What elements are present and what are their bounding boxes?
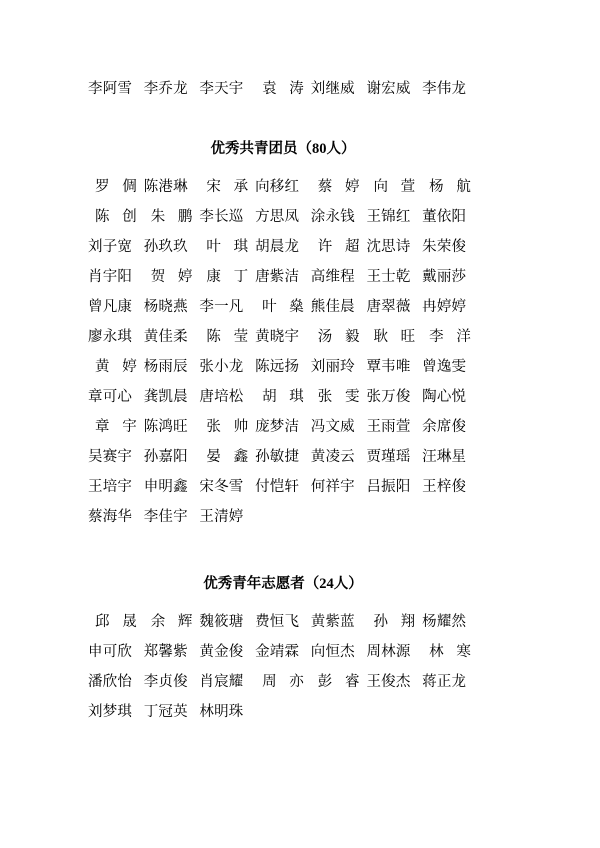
name-cell: 申可欣 (88, 644, 133, 660)
name-cell (366, 322, 422, 352)
name-cell: 龚凯晨 (143, 389, 188, 405)
name-cell: 杨晓燕 (143, 299, 188, 315)
name-cell: 申明鑫 (143, 479, 188, 495)
name-cell: 黄紫蓝 (310, 614, 355, 630)
name-char: 胡 (262, 389, 277, 405)
sections-host (88, 134, 478, 727)
name-cell: 魏筱瑭 (199, 614, 244, 630)
name-cell: 潘欣怡 (88, 674, 133, 690)
name-cell: 陈远扬 (255, 359, 300, 375)
name-cell: 林明珠 (199, 704, 244, 720)
name-cell: 陈港琳 (143, 179, 188, 195)
name-cell: 刘继威 (310, 81, 355, 97)
name-cell: 向恒杰 (310, 644, 355, 660)
name-cell (255, 382, 311, 412)
name-row (88, 472, 478, 502)
name-cell: 廖永琪 (88, 329, 133, 345)
name-char: 汤 (317, 329, 333, 345)
name-cell: 沈思诗 (366, 239, 411, 255)
name-char: 陈 (206, 329, 221, 345)
name-char: 蔡 (317, 179, 333, 195)
name-cell: 王锦红 (366, 209, 411, 225)
name-char: 燊 (289, 299, 304, 315)
name-char: 寒 (456, 644, 471, 660)
name-char: 孙 (373, 614, 388, 630)
title-to-rows-spacer (88, 599, 478, 607)
name-cell: 王梓俊 (422, 479, 467, 495)
name-cell: 张万俊 (366, 389, 411, 405)
name-cell: 孙敏捷 (255, 449, 300, 465)
name-char: 婷 (344, 179, 360, 195)
name-cell: 李贞俊 (143, 674, 188, 690)
name-char: 萱 (400, 179, 416, 195)
name-cell: 吕振阳 (366, 479, 411, 495)
name-cell: 金靖霖 (255, 644, 300, 660)
name-char: 承 (233, 179, 249, 195)
name-char: 琪 (289, 389, 304, 405)
name-cell: 肖宸耀 (199, 674, 244, 690)
name-char: 创 (122, 209, 137, 225)
name-cell (88, 172, 144, 202)
name-char: 邱 (95, 614, 110, 630)
name-cell: 陶心悦 (422, 389, 467, 405)
name-char: 贺 (150, 269, 166, 285)
name-cell (366, 172, 422, 202)
name-cell (311, 322, 367, 352)
name-char: 彭 (317, 674, 333, 690)
name-cell: 何祥宇 (310, 479, 355, 495)
name-cell (199, 262, 255, 292)
name-cell: 蔡海华 (88, 509, 133, 525)
name-char: 耿 (373, 329, 388, 345)
name-cell: 黄凌云 (310, 449, 355, 465)
name-cell (311, 382, 367, 412)
name-cell: 李乔龙 (143, 81, 188, 97)
name-cell: 冯文威 (310, 419, 355, 435)
name-cell (311, 232, 367, 262)
top-margin-spacer (88, 0, 478, 74)
name-cell: 唐培松 (199, 389, 244, 405)
name-char: 张 (317, 389, 333, 405)
name-cell (144, 262, 200, 292)
name-char: 丁 (233, 269, 249, 285)
name-char: 倜 (122, 179, 137, 195)
name-char: 向 (373, 179, 388, 195)
name-cell: 郑馨紫 (143, 644, 188, 660)
name-char: 张 (206, 419, 221, 435)
name-cell: 董依阳 (422, 209, 467, 225)
name-char: 毅 (344, 329, 360, 345)
name-char: 琪 (233, 239, 249, 255)
name-row (88, 232, 478, 262)
name-char: 宋 (206, 179, 221, 195)
name-cell (88, 352, 144, 382)
name-cell: 汪琳星 (422, 449, 467, 465)
name-cell: 谢宏威 (366, 81, 411, 97)
name-cell (88, 607, 144, 637)
name-cell: 刘子宽 (88, 239, 133, 255)
name-cell (199, 232, 255, 262)
name-cell: 高维程 (310, 269, 355, 285)
name-char: 婷 (122, 359, 137, 375)
name-char: 超 (344, 239, 360, 255)
name-cell: 王雨萱 (366, 419, 411, 435)
name-char: 帅 (233, 419, 249, 435)
name-cell: 庞梦洁 (255, 419, 300, 435)
name-cell (255, 292, 311, 322)
name-cell: 戴丽莎 (422, 269, 467, 285)
continued-name-row-host (88, 74, 478, 104)
name-cell: 宋冬雪 (199, 479, 244, 495)
section-gap-spacer (88, 104, 478, 134)
name-cell: 曾凡康 (88, 299, 133, 315)
name-cell: 向移红 (255, 179, 300, 195)
name-char: 婷 (177, 269, 193, 285)
name-cell: 熊佳晨 (310, 299, 355, 315)
name-char: 黄 (95, 359, 110, 375)
name-char: 鹏 (177, 209, 193, 225)
name-cell: 曾逸雯 (422, 359, 467, 375)
name-cell: 陈鸿旺 (143, 419, 188, 435)
between-sections-spacer (88, 532, 478, 569)
name-cell (199, 322, 255, 352)
section-title: 优秀共青团员（80人） (210, 141, 356, 157)
name-row (88, 382, 478, 412)
name-cell: 李阿雪 (88, 81, 133, 97)
name-cell (199, 412, 255, 442)
name-char: 陈 (95, 209, 110, 225)
name-char: 涛 (289, 81, 304, 97)
name-cell: 余席俊 (422, 419, 467, 435)
name-cell: 涂永钱 (310, 209, 355, 225)
name-char: 辉 (177, 614, 193, 630)
title-to-rows-spacer (88, 164, 478, 172)
name-char: 旺 (400, 329, 416, 345)
name-char: 鑫 (233, 449, 249, 465)
name-cell: 刘丽玲 (310, 359, 355, 375)
name-cell: 孙嘉阳 (143, 449, 188, 465)
name-cell: 覃韦唯 (366, 359, 411, 375)
name-cell: 朱荣俊 (422, 239, 467, 255)
name-row (88, 607, 478, 637)
name-char: 康 (206, 269, 221, 285)
name-cell: 贾瑾瑶 (366, 449, 411, 465)
name-cell: 费恒飞 (255, 614, 300, 630)
name-cell: 丁冠英 (143, 704, 188, 720)
name-cell: 章可心 (88, 389, 133, 405)
name-row (88, 172, 478, 202)
name-char: 晟 (122, 614, 137, 630)
name-cell: 杨雨辰 (143, 359, 188, 375)
name-char: 周 (262, 674, 277, 690)
name-row (88, 74, 478, 104)
name-cell: 方思凤 (255, 209, 300, 225)
name-cell: 冉婷婷 (422, 299, 467, 315)
name-cell: 胡晨龙 (255, 239, 300, 255)
name-cell: 肖宇阳 (88, 269, 133, 285)
name-cell: 黄佳柔 (143, 329, 188, 345)
name-char: 罗 (95, 179, 110, 195)
name-cell (422, 172, 478, 202)
name-char: 洋 (456, 329, 471, 345)
name-cell (144, 607, 200, 637)
name-row (88, 442, 478, 472)
name-char: 章 (95, 419, 110, 435)
name-char: 朱 (150, 209, 166, 225)
name-char: 叶 (206, 239, 221, 255)
name-row (88, 637, 478, 667)
name-char: 睿 (344, 674, 360, 690)
name-char: 翔 (400, 614, 416, 630)
name-char: 袁 (262, 81, 277, 97)
document-content-column (88, 0, 478, 727)
name-cell (311, 172, 367, 202)
name-cell (422, 637, 478, 667)
name-cell (199, 172, 255, 202)
name-cell: 杨耀然 (422, 614, 467, 630)
name-char: 杨 (429, 179, 444, 195)
name-cell: 黄晓宇 (255, 329, 300, 345)
name-row (88, 352, 478, 382)
name-cell: 蒋正龙 (422, 674, 467, 690)
name-cell: 吴赛宇 (88, 449, 133, 465)
name-cell: 黄金俊 (199, 644, 244, 660)
name-cell: 李佳宇 (143, 509, 188, 525)
name-cell: 李长巡 (199, 209, 244, 225)
name-row (88, 412, 478, 442)
name-cell (144, 202, 200, 232)
name-char: 晏 (206, 449, 221, 465)
name-row (88, 502, 478, 532)
name-row (88, 697, 478, 727)
name-char: 雯 (344, 389, 360, 405)
name-row (88, 667, 478, 697)
name-cell: 李天宇 (199, 81, 244, 97)
name-cell: 王俊杰 (366, 674, 411, 690)
name-cell (422, 322, 478, 352)
name-char: 许 (317, 239, 333, 255)
name-cell: 王培宇 (88, 479, 133, 495)
name-cell: 张小龙 (199, 359, 244, 375)
name-char: 李 (429, 329, 444, 345)
name-cell: 周林源 (366, 644, 411, 660)
name-char: 航 (456, 179, 471, 195)
name-cell: 付恺轩 (255, 479, 300, 495)
name-cell (366, 607, 422, 637)
name-row (88, 292, 478, 322)
name-cell: 唐紫洁 (255, 269, 300, 285)
name-char: 余 (150, 614, 166, 630)
name-char: 林 (429, 644, 444, 660)
name-cell: 李伟龙 (422, 81, 467, 97)
name-cell (88, 202, 144, 232)
name-cell (255, 74, 311, 104)
name-row (88, 262, 478, 292)
name-cell (255, 667, 311, 697)
name-char: 亦 (289, 674, 304, 690)
name-cell (199, 442, 255, 472)
name-cell: 李一凡 (199, 299, 244, 315)
name-row (88, 322, 478, 352)
name-char: 叶 (262, 299, 277, 315)
name-cell (311, 667, 367, 697)
section-title: 优秀青年志愿者（24人） (203, 576, 363, 592)
name-cell: 刘梦琪 (88, 704, 133, 720)
name-cell: 唐翠薇 (366, 299, 411, 315)
name-cell: 王清婷 (199, 509, 244, 525)
name-cell: 王士乾 (366, 269, 411, 285)
name-cell (88, 412, 144, 442)
name-char: 莹 (233, 329, 249, 345)
name-cell: 孙玖玖 (143, 239, 188, 255)
name-char: 宇 (122, 419, 137, 435)
name-row (88, 202, 478, 232)
